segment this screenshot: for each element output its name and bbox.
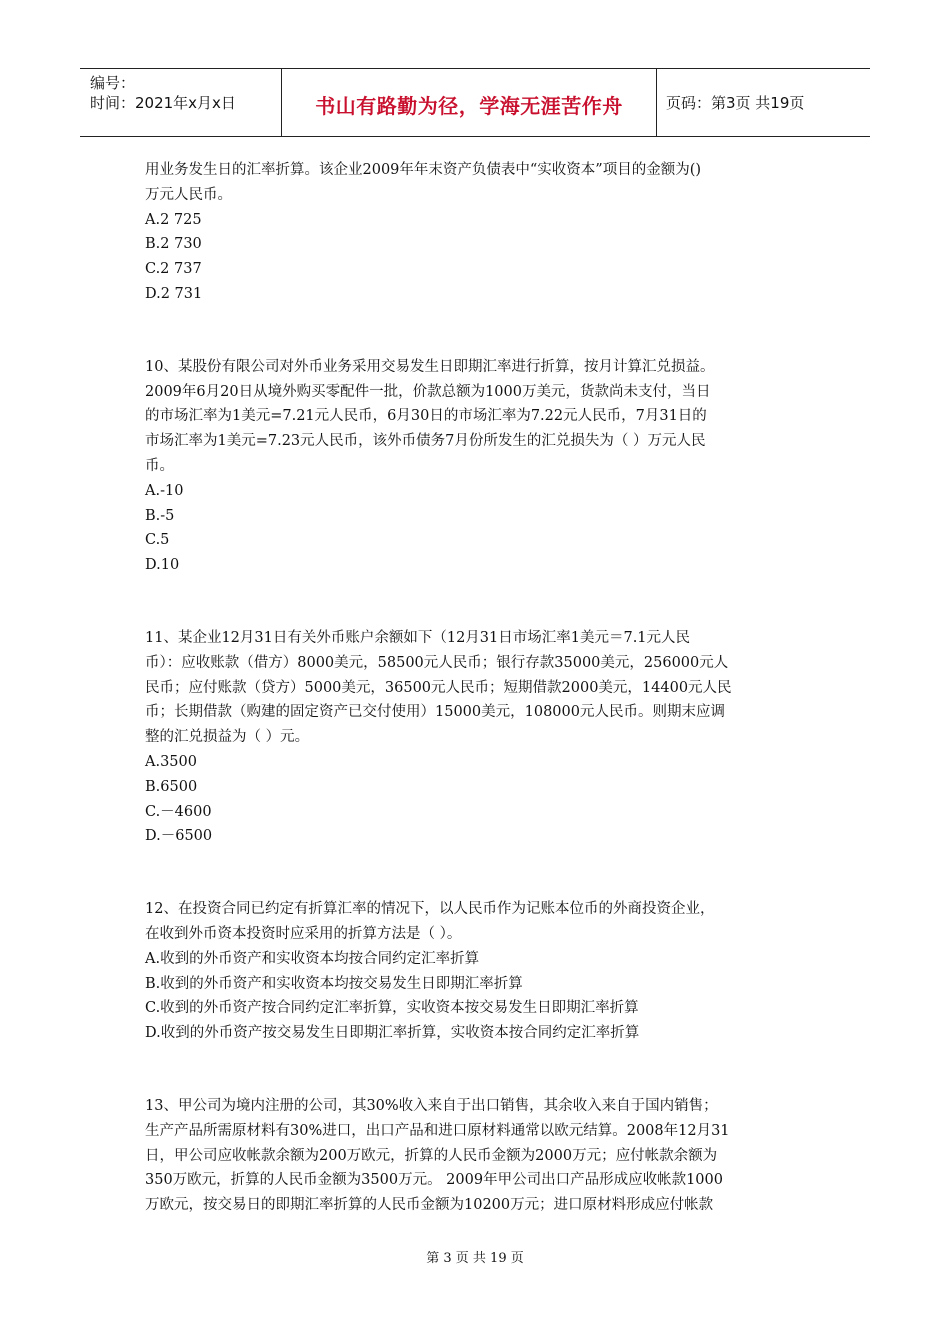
- option-a: A.2 725: [145, 211, 202, 228]
- question-text-line: 整的汇兑损益为（ ）元。: [145, 729, 310, 746]
- spacer: [145, 307, 810, 355]
- question-text-line: 万欧元，按交易日的即期汇率折算的人民币金额为10200万元；进口原材料形成应付帐款: [145, 1197, 714, 1214]
- header-meta-cell: [80, 69, 281, 136]
- option-b: B.收到的外币资产和实收资本均按交易发生日即期汇率折算: [145, 975, 523, 992]
- spacer: [145, 849, 810, 897]
- question-text-line: 12、在投资合同已约定有折算汇率的情况下，以人民币作为记账本位币的外商投资企业，: [145, 901, 715, 918]
- question-text-line: 市场汇率为1美元=7.23元人民币，该外币债务7月份所发生的汇兑损失为（ ）万元人民: [145, 433, 706, 450]
- question-text-line: 日，甲公司应收帐款余额为200万欧元，折算的人民币金额为2000万元；应付帐款余额为: [145, 1147, 718, 1164]
- question-text-line: 350万欧元，折算的人民币金额为3500万元。 2009年甲公司出口产品形成应收帐款1000: [145, 1172, 723, 1189]
- page-header: [80, 68, 870, 137]
- question-text-line: 的市场汇率为1美元=7.21元人民币，6月30日的市场汇率为7.22元人民币，7月31日的: [145, 408, 707, 425]
- question-text-line: 生产产品所需原材料有30%进口，出口产品和进口原材料通常以欧元结算。2008年12月31: [145, 1122, 730, 1139]
- question-11: [145, 626, 810, 849]
- question-text-line: 10、某股份有限公司对外币业务采用交易发生日即期汇率进行折算，按月计算汇兑损益。: [145, 358, 715, 375]
- header-page-cell: [656, 69, 870, 136]
- option-c: C.－4600: [145, 803, 212, 820]
- option-d: D.2 731: [145, 285, 203, 302]
- question-text-line: 11、某企业12月31日有关外币账户余额如下（12月31日市场汇率1美元＝7.1元人民: [145, 629, 691, 646]
- question-10: [145, 355, 810, 578]
- option-c: C.2 737: [145, 261, 202, 278]
- document-body: [145, 158, 810, 1218]
- question-text-line: 民币；应付账款（贷方）5000美元，36500元人民币；短期借款2000美元，14400元人民: [145, 679, 732, 696]
- option-b: B.2 730: [145, 236, 202, 253]
- option-d: D.收到的外币资产按交易发生日即期汇率折算，实收资本按合同约定汇率折算: [145, 1025, 640, 1042]
- page-number-label: 页码：第3页 共19页: [666, 94, 805, 112]
- spacer: [145, 578, 810, 626]
- page-footer: 第 3 页 共 19 页: [426, 1251, 524, 1266]
- question-13: [145, 1094, 810, 1218]
- header-motto-cell: [281, 69, 657, 136]
- question-text-line: 币）：应收账款（借方）8000美元，58500元人民币；银行存款35000美元，256000元人: [145, 654, 729, 671]
- option-b: B.6500: [145, 778, 198, 795]
- question-text-line: 币；长期借款（购建的固定资产已交付使用）15000美元，108000元人民币。则期末应调: [145, 704, 725, 721]
- option-c: C.5: [145, 532, 170, 549]
- date-label: 时间：2021年x月x日: [90, 94, 236, 112]
- question-text-line: 币。: [145, 457, 174, 474]
- serial-label: 编号：: [90, 74, 136, 92]
- option-a: A.收到的外币资产和实收资本均按合同约定汇率折算: [145, 950, 480, 967]
- spacer: [145, 1046, 810, 1094]
- question-text-line: 13、甲公司为境内注册的公司，其30%收入来自于出口销售，其余收入来自于国内销售；: [145, 1097, 718, 1114]
- option-d: D.10: [145, 557, 180, 574]
- question-12: [145, 897, 810, 1046]
- question-text-line: 万元人民币。: [145, 186, 232, 203]
- option-b: B.-5: [145, 507, 175, 524]
- question-text-line: 2009年6月20日从境外购买零配件一批，价款总额为1000万美元，货款尚未支付，当日: [145, 383, 711, 400]
- option-a: A.3500: [145, 753, 197, 770]
- option-c: C.收到的外币资产按合同约定汇率折算，实收资本按交易发生日即期汇率折算: [145, 1000, 639, 1017]
- option-d: D.－6500: [145, 828, 213, 845]
- option-a: A.-10: [145, 482, 184, 499]
- question-text-line: 用业务发生日的汇率折算。该企业2009年年末资产负债表中“实收资本”项目的金额为(): [145, 162, 702, 178]
- motto: 书山有路勤为径，学海无涯苦作舟: [315, 94, 623, 118]
- question-text-line: 在收到外币资本投资时应采用的折算方法是（ ）。: [145, 925, 462, 942]
- question-9-tail: [145, 158, 810, 307]
